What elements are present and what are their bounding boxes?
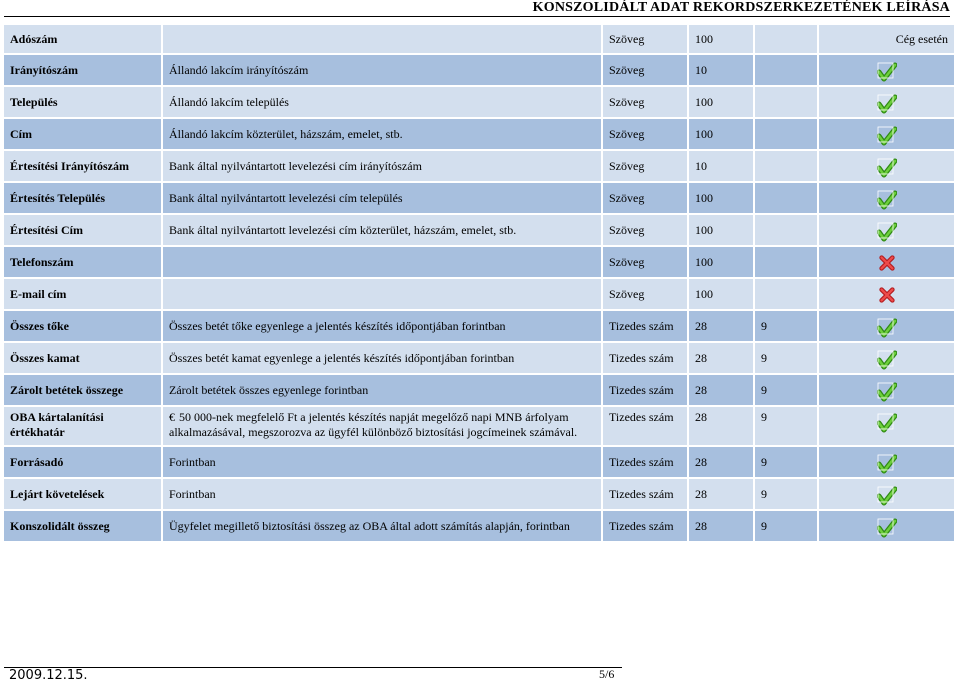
check-icon [877,318,897,338]
field-name: Adószám [3,24,162,54]
field-length: 100 [688,86,754,118]
check-icon [877,62,897,82]
field-decimals [754,182,818,214]
field-type: Szöveg [602,24,688,54]
status-cell [818,118,955,150]
field-length: 28 [688,510,754,542]
table-row [3,510,955,542]
table-row [3,374,955,406]
check-icon [877,382,897,402]
field-length: 100 [688,182,754,214]
table-row [3,54,955,86]
field-type: Szöveg [602,150,688,182]
field-type: Szöveg [602,246,688,278]
field-type: Tizedes szám [602,406,688,446]
field-decimals: 9 [754,342,818,374]
field-name: Település [3,86,162,118]
field-name: Telefonszám [3,246,162,278]
field-type: Szöveg [602,278,688,310]
field-length: 100 [688,24,754,54]
field-name: Cím [3,118,162,150]
field-decimals: 9 [754,374,818,406]
table-row [3,86,955,118]
field-length: 28 [688,478,754,510]
field-description-text: 50 000-nek megfelelő Ft a jelentés készítés napját megelőző napi MNB árfolyam alkalmazásával, megszorozva az ügyfél különböző biztosítási jogcímeinek számával. [169,410,578,439]
field-description: Bank által nyilvántartott levelezési cím irányítószám [162,150,602,182]
field-name: Értesítési Cím [3,214,162,246]
check-icon [877,486,897,506]
check-icon [877,126,897,146]
field-decimals [754,24,818,54]
record-structure-table [2,23,956,543]
table-row [3,406,955,446]
field-decimals [754,118,818,150]
check-icon [877,518,897,538]
field-description: Állandó lakcím közterület, házszám, emelet, stb. [162,118,602,150]
table-row [3,446,955,478]
field-type: Tizedes szám [602,478,688,510]
field-decimals [754,150,818,182]
field-decimals [754,86,818,118]
field-description: Bank által nyilvántartott levelezési cím közterület, házszám, emelet, stb. [162,214,602,246]
field-type: Szöveg [602,118,688,150]
field-name: Irányítószám [3,54,162,86]
field-description [162,278,602,310]
field-length: 28 [688,310,754,342]
field-description: Zárolt betétek összes egyenlege forintban [162,374,602,406]
field-name: Összes kamat [3,342,162,374]
field-type: Tizedes szám [602,374,688,406]
status-cell [818,214,955,246]
table-row [3,118,955,150]
field-type: Szöveg [602,214,688,246]
field-type: Szöveg [602,86,688,118]
status-cell [818,478,955,510]
field-description: Összes betét tőke egyenlege a jelentés készítés időpontjában forintban [162,310,602,342]
page-number: 5/6 [599,667,615,681]
field-type: Tizedes szám [602,446,688,478]
field-length: 28 [688,342,754,374]
field-decimals: 9 [754,510,818,542]
field-description [162,246,602,278]
field-name: Forrásadó [3,446,162,478]
field-description: Ügyfelet megillető biztosítási összeg az OBA által adott számítás alapján, forintban [162,510,602,542]
field-description: Bank által nyilvántartott levelezési cím település [162,182,602,214]
field-type: Tizedes szám [602,510,688,542]
field-length: 28 [688,446,754,478]
field-decimals: 9 [754,446,818,478]
table-row [3,478,955,510]
field-decimals: 9 [754,478,818,510]
field-description [162,406,602,446]
status-cell [818,278,955,310]
table-row [3,182,955,214]
check-icon [877,190,897,210]
field-name: E-mail cím [3,278,162,310]
field-type: Tizedes szám [602,342,688,374]
table-row [3,24,955,54]
status-cell [818,182,955,214]
check-icon [877,454,897,474]
field-description: Összes betét kamat egyenlege a jelentés készítés időpontjában forintban [162,342,602,374]
table-row [3,342,955,374]
field-length: 100 [688,214,754,246]
status-cell [818,406,955,446]
header-rule [4,16,950,17]
field-length: 28 [688,374,754,406]
cross-icon [877,254,897,274]
field-description: Állandó lakcím irányítószám [162,54,602,86]
field-decimals [754,278,818,310]
field-length: 10 [688,150,754,182]
field-length: 100 [688,246,754,278]
field-length: 10 [688,54,754,86]
status-cell [818,510,955,542]
field-name: Értesítési Irányítószám [3,150,162,182]
document-title: KONSZOLIDÁLT ADAT REKORDSZERKEZETÉNEK LEÍRÁSA [532,0,950,15]
field-length: 28 [688,406,754,446]
field-type: Szöveg [602,182,688,214]
field-name: Értesítés Település [3,182,162,214]
table-row [3,310,955,342]
field-decimals [754,54,818,86]
field-name: Összes tőke [3,310,162,342]
status-cell [818,446,955,478]
table-row [3,150,955,182]
field-description: Forintban [162,446,602,478]
status-cell [818,342,955,374]
check-icon [877,413,897,433]
status-cell [818,54,955,86]
field-type: Szöveg [602,54,688,86]
field-decimals [754,214,818,246]
field-name: Zárolt betétek összege [3,374,162,406]
field-description: Forintban [162,478,602,510]
field-description [162,24,602,54]
field-decimals [754,246,818,278]
field-name: Konszolidált összeg [3,510,162,542]
field-length: 100 [688,118,754,150]
footer-rule [4,667,622,668]
status-cell [818,310,955,342]
field-length: 100 [688,278,754,310]
condition-text: Cég esetén [818,24,955,54]
status-cell [818,86,955,118]
footer-date: 2009.12.15. [9,668,88,683]
check-icon [877,350,897,370]
check-icon [877,94,897,114]
field-name: Lejárt követelések [3,478,162,510]
check-icon [877,222,897,242]
status-cell [818,246,955,278]
table-row [3,246,955,278]
table-body [3,24,955,542]
status-cell [818,374,955,406]
field-type: Tizedes szám [602,310,688,342]
field-decimals: 9 [754,406,818,446]
check-icon [877,158,897,178]
status-cell [818,150,955,182]
table-row [3,214,955,246]
field-description: Állandó lakcím település [162,86,602,118]
table-row [3,278,955,310]
field-name: OBA kártalanítási értékhatár [3,406,162,446]
cross-icon [877,286,897,306]
field-decimals: 9 [754,310,818,342]
bullet-icon: € [169,410,175,424]
